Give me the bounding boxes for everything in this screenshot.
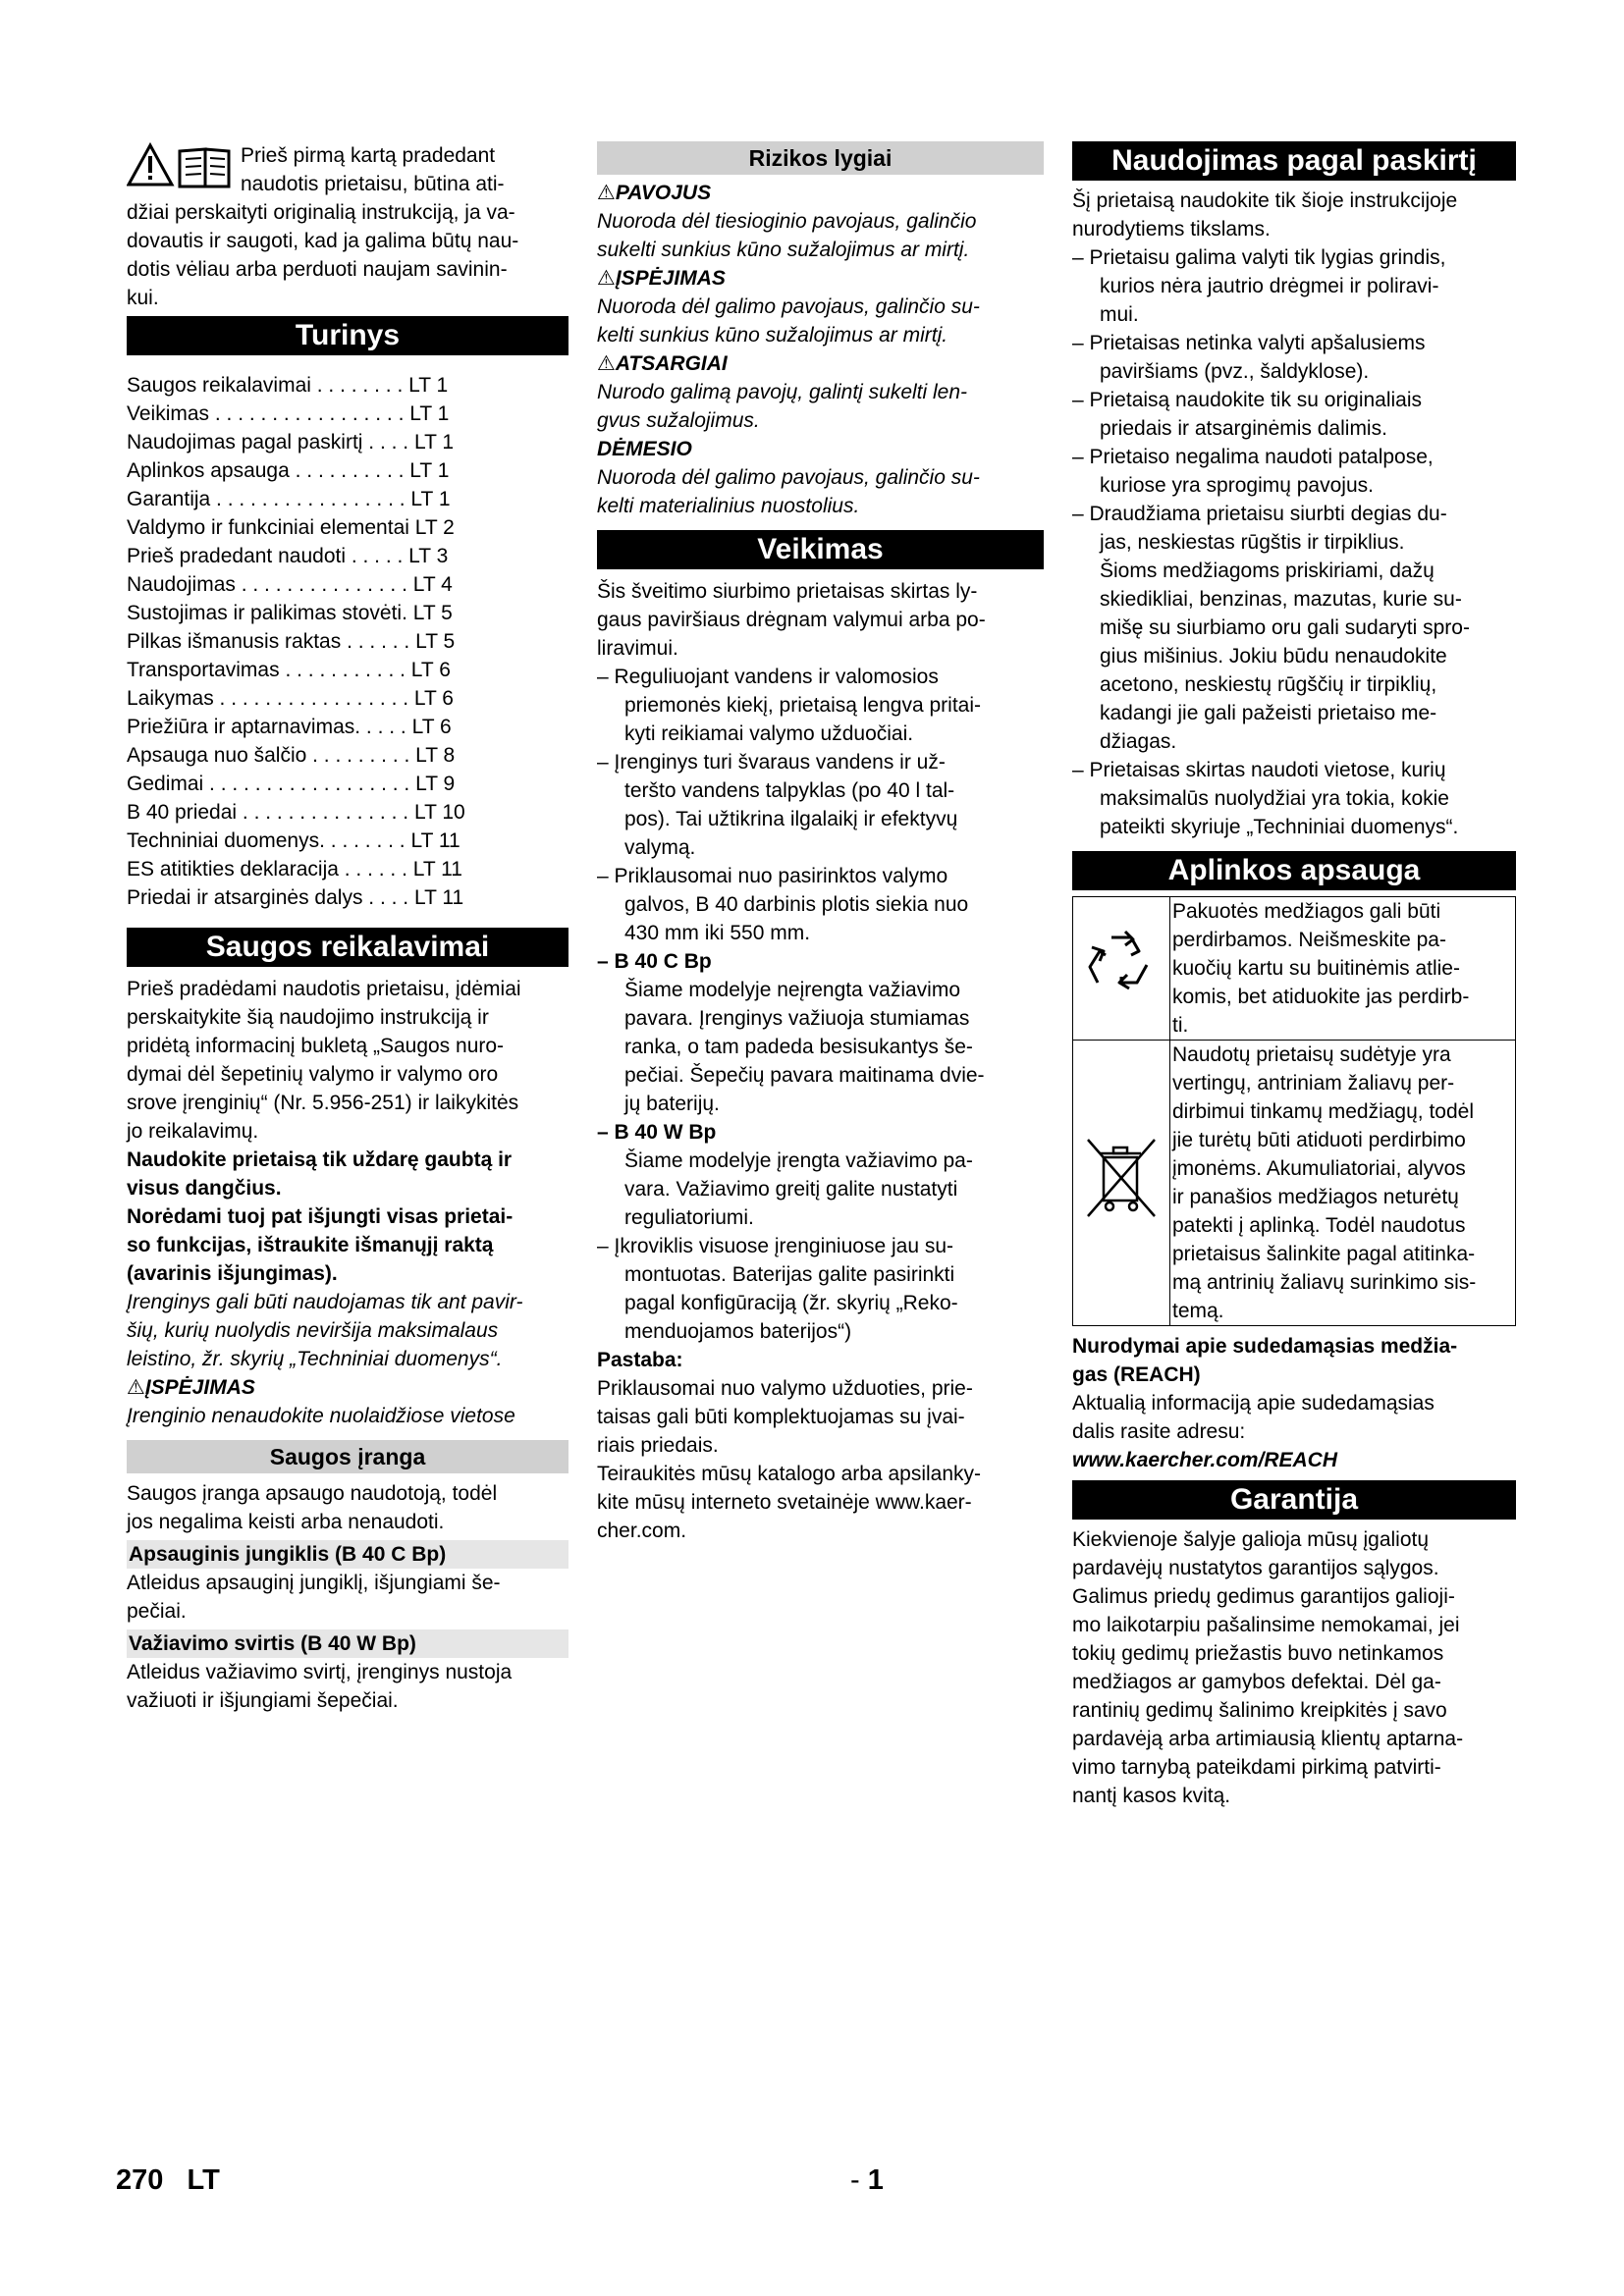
warning-triangle-icon: ⚠ (597, 182, 616, 204)
risk-level-label: DĖMESIO (597, 438, 692, 460)
column-right (1072, 141, 1516, 1810)
bullet-line: – Reguliuojant vandens ir valomosios (597, 666, 939, 688)
env-line: Naudotų prietaisų sudėtyje yra (1172, 1043, 1451, 1066)
safety-switch-heading: Apsauginis jungiklis (B 40 C Bp) (127, 1540, 568, 1569)
risk-line: Nuoroda dėl galimo pavojaus, galinčio su- (597, 295, 980, 318)
bullet-line: skiedikliai, benzinas, mazutas, kurie su- (1100, 588, 1462, 611)
risk-line: kelti materialinius nuostolius. (597, 495, 860, 517)
note-line: Priklausomai nuo valymo užduoties, prie- (597, 1377, 973, 1400)
risk-line: gvus sužalojimus. (597, 409, 760, 432)
intended-use-line: nurodytiems tikslams. (1072, 218, 1271, 240)
env-line: įmonėms. Akumuliatoriai, alyvos (1172, 1157, 1466, 1180)
toc-item[interactable]: Aplinkos apsauga . . . . . . . . . . LT 1 (127, 459, 450, 482)
function-bullet (597, 748, 1044, 862)
warranty-heading: Garantija (1072, 1480, 1516, 1520)
intended-use-heading: Naudojimas pagal paskirtį (1072, 141, 1516, 181)
env-line: jie turėtų būti atiduoti perdirbimo (1172, 1129, 1466, 1151)
risk-line: Nuoroda dėl galimo pavojaus, galinčio su- (597, 466, 980, 489)
bullet-line: – Prietaisas skirtas naudoti vietose, kurių (1072, 759, 1446, 781)
risk-level-label (597, 264, 1044, 293)
warranty-line: nantį kasos kvitą. (1072, 1785, 1231, 1807)
safety-switch-line: Atleidus apsauginį jungiklį, išjungiami še- (127, 1572, 501, 1594)
safety-line: Prieš pradėdami naudotis prietaisu, įdėmiai (127, 978, 521, 1000)
intended-use-line: Šį prietaisą naudokite tik šioje instrukcijoje (1072, 189, 1458, 212)
warranty-line: medžiagos ar gamybos defektai. Dėl ga- (1072, 1671, 1441, 1693)
toc-item[interactable]: Sustojimas ir palikimas stovėti. LT 5 (127, 602, 453, 624)
env-line: temą. (1172, 1300, 1224, 1322)
safety-text (127, 975, 568, 1430)
env-line: vertingų, antriniam žaliavų per- (1172, 1072, 1455, 1095)
intro-line: kui. (127, 287, 159, 309)
bullet-line: kyti reikiamai valymo užduočiai. (624, 722, 914, 745)
toc-item[interactable]: Saugos reikalavimai . . . . . . . . LT 1 (127, 374, 449, 397)
warranty-line: tokių gedimų priežastis buvo netinkamos (1072, 1642, 1444, 1665)
function-bullet (597, 862, 1044, 947)
warning-triangle-icon: ⚠ (597, 267, 616, 290)
page-label: 270 LT (116, 2164, 220, 2196)
drive-lever-line: Atleidus važiavimo svirtį, įrenginys nustoja (127, 1661, 513, 1683)
toc-item[interactable]: Veikimas . . . . . . . . . . . . . . . . . LT 1 (127, 402, 450, 425)
toc-item[interactable]: Naudojimas . . . . . . . . . . . . . . . LT 4 (127, 573, 453, 596)
risk-levels-heading: Rizikos lygiai (597, 141, 1044, 175)
warning-manual-icon (127, 141, 233, 190)
env-line: mą antrinių žaliavų surinkimo sis- (1172, 1271, 1477, 1294)
env-line: patekti į aplinką. Todėl naudotus (1172, 1214, 1466, 1237)
intro-block (127, 141, 568, 312)
intended-use-bullet (1072, 756, 1516, 841)
safety-line: srove įrenginių“ (Nr. 5.956-251) ir laikykitės (127, 1092, 519, 1114)
bullet-line: montuotas. Baterijas galite pasirinkti (624, 1263, 955, 1286)
table-row (1073, 897, 1516, 1041)
bullet-line: priemonės kiekį, prietaisą lengva pritai- (624, 694, 981, 717)
env-line: dirbimui tinkamų medžiagų, todėl (1172, 1100, 1474, 1123)
bullet-line: – Draudžiama prietaisu siurbti degias du- (1072, 503, 1447, 525)
safety-equipment-heading: Saugos įranga (127, 1440, 568, 1473)
model-line: Šiame modelyje neįrengta važiavimo (624, 979, 960, 1001)
bullet-line: mui. (1100, 303, 1139, 326)
intended-use-bullet (1072, 243, 1516, 329)
table-of-contents (127, 371, 568, 912)
bullet-line: jas, neskiestas rūgštis ir tirpiklius. (1100, 531, 1405, 554)
risk-level-label (597, 349, 1044, 378)
drive-lever-line: važiuoti ir išjungiami šepečiai. (127, 1689, 399, 1712)
safety-line: dymai dėl šepetinių valymo ir valymo oro (127, 1063, 499, 1086)
model-line: pavara. Įrenginys važiuoja stumiamas (624, 1007, 970, 1030)
model-heading: – B 40 W Bp (597, 1121, 717, 1144)
toc-item[interactable]: Apsauga nuo šalčio . . . . . . . . . LT 8 (127, 744, 456, 767)
note-line: riais priedais. (597, 1434, 719, 1457)
recycle-icon (1073, 897, 1170, 1041)
safety-switch-line: pečiai. (127, 1600, 187, 1623)
reach-heading: gas (REACH) (1072, 1363, 1201, 1386)
reach-heading: Nurodymai apie sudedamąsias medžia- (1072, 1335, 1458, 1358)
risk-level-label (597, 179, 1044, 207)
safety-bold-line: visus dangčius. (127, 1177, 282, 1200)
page-dash: - (850, 2164, 868, 2196)
column-middle (597, 141, 1044, 1545)
bullet-line: kuriose yra sprogimų pavojus. (1100, 474, 1374, 497)
function-bullet (597, 663, 1044, 748)
warranty-line: Kiekvienoje šalyje galioja mūsų įgaliotų (1072, 1528, 1430, 1551)
warning-label-text: ĮSPĖJIMAS (144, 1376, 255, 1399)
warranty-line: Galimus priedų gedimus garantijos galioji- (1072, 1585, 1455, 1608)
bullet-line: maksimalūs nuolydžiai yra tokia, kokie (1100, 787, 1449, 810)
page-number (850, 2164, 884, 2197)
bullet-line: – Prietaisu galima valyti tik lygias grindis, (1072, 246, 1446, 269)
bullet-line: – Prietaisas netinka valyti apšalusiems (1072, 332, 1426, 354)
page-num: 1 (867, 2164, 884, 2196)
bullet-line: galvos, B 40 darbinis plotis siekia nuo (624, 893, 969, 916)
disposal-text (1170, 1041, 1516, 1326)
toc-item[interactable]: ES atitikties deklaracija . . . . . . LT 11 (127, 858, 462, 881)
intended-use-bullet (1072, 386, 1516, 443)
toc-item[interactable]: Prieš pradedant naudoti . . . . . LT 3 (127, 545, 449, 567)
toc-item[interactable]: B 40 priedai . . . . . . . . . . . . . . . LT 10 (127, 801, 465, 824)
environment-table (1072, 896, 1516, 1326)
function-line: Šis šveitimo siurbimo prietaisas skirtas ly- (597, 580, 978, 603)
safety-line: pridėtą informacinį bukletą „Saugos nuro- (127, 1035, 505, 1057)
bullet-line: paviršiams (pvz., šaldyklose). (1100, 360, 1370, 383)
bullet-line: menduojamos baterijos“) (624, 1320, 852, 1343)
reach-line: Aktualią informaciją apie sudedamąsias (1072, 1392, 1435, 1415)
toc-heading: Turinys (127, 316, 568, 355)
bullet-line: valymą. (624, 836, 696, 859)
recycle-text (1170, 897, 1516, 1041)
safety-italic-line: leistino, žr. skyrių „Techniniai duomenys“. (127, 1348, 503, 1370)
risk-label-text: ĮSPĖJIMAS (615, 267, 726, 290)
bullet-line: teršto vandens talpyklas (po 40 l tal- (624, 779, 955, 802)
toc-item[interactable]: Priežiūra ir aptarnavimas. . . . . LT 6 (127, 716, 452, 738)
intro-line: dovautis ir saugoti, kad ja galima būtų nau- (127, 230, 519, 252)
safety-heading: Saugos reikalavimai (127, 928, 568, 967)
note-heading: Pastaba: (597, 1349, 683, 1371)
env-line: ir panašios medžiagos neturėtų (1172, 1186, 1459, 1208)
bullet-line: 430 mm iki 550 mm. (624, 922, 811, 944)
risk-line: kelti sunkius kūno sužalojimus ar mirtį. (597, 324, 948, 347)
risk-label-text: ATSARGIAI (615, 352, 728, 375)
warranty-line: vimo tarnybą pateikdami pirkimą patvirti- (1072, 1756, 1441, 1779)
env-line: Pakuotės medžiagos gali būti (1172, 900, 1441, 923)
intended-use-bullet (1072, 443, 1516, 500)
drive-lever-heading: Važiavimo svirtis (B 40 W Bp) (127, 1629, 568, 1658)
env-line: ti. (1172, 1014, 1189, 1037)
warning-triangle-icon: ⚠ (597, 352, 616, 375)
bullet-line: pagal konfigūraciją (žr. skyrių „Reko- (624, 1292, 958, 1314)
safety-bold-line: (avarinis išjungimas). (127, 1262, 338, 1285)
risk-line: Nurodo galimą pavojų, galintį sukelti len- (597, 381, 968, 403)
safety-warning-text: Įrenginio nenaudokite nuolaidžiose vietose (127, 1405, 515, 1427)
toc-item[interactable]: Transportavimas . . . . . . . . . . . LT 6 (127, 659, 451, 681)
table-row (1073, 1041, 1516, 1326)
toc-item[interactable]: Laikymas . . . . . . . . . . . . . . . . . LT 6 (127, 687, 454, 710)
bullet-line: kadangi jie gali pažeisti prietaiso me- (1100, 702, 1437, 724)
warranty-line: pardavėją arba artimiausią klientų aptarna- (1072, 1728, 1464, 1750)
outro-line: Teiraukitės mūsų katalogo arba apsilanky- (597, 1463, 982, 1485)
intro-line: dotis vėliau arba perduoti naujam savinin- (127, 258, 508, 281)
warranty-line: pardavėjų nustatytos garantijos sąlygos. (1072, 1557, 1439, 1579)
safety-italic-line: Įrenginys gali būti naudojamas tik ant pavir- (127, 1291, 523, 1313)
warranty-line: rantinių gedimų šalinimo kreipkitės į savo (1072, 1699, 1447, 1722)
outro-line: kite mūsų interneto svetainėje www.kaer- (597, 1491, 972, 1514)
bullet-line: – Įkroviklis visuose įrenginiuose jau su- (597, 1235, 953, 1257)
risk-line: sukelti sunkius kūno sužalojimus ar mirtį. (597, 239, 970, 261)
intro-line: naudotis prietaisu, būtina ati- (241, 173, 505, 195)
bullet-line: Šioms medžiagoms priskiriami, dažų (1100, 560, 1435, 582)
bullet-line: pos). Tai užtikrina ilgalaikį ir efektyvų (624, 808, 958, 830)
bullet-line: – Įrenginys turi švaraus vandens ir už- (597, 751, 946, 774)
model-line: vara. Važiavimo greitį galite nustatyti (624, 1178, 958, 1201)
reach-line: dalis rasite adresu: (1072, 1420, 1246, 1443)
bullet-line: – Prietaisą naudokite tik su originaliais (1072, 389, 1423, 411)
safety-line: jo reikalavimų. (127, 1120, 259, 1143)
safety-equipment-line: jos negalima keisti arba nenaudoti. (127, 1511, 445, 1533)
toc-item[interactable]: Valdymo ir funkciniai elementai LT 2 (127, 516, 455, 539)
intro-line: džiai perskaityti originalią instrukciją, ja va- (127, 201, 515, 224)
safety-warning-label (127, 1373, 568, 1402)
safety-bold-line: Naudokite prietaisą tik uždarę gaubtą ir (127, 1148, 513, 1171)
reach-link[interactable]: www.kaercher.com/REACH (1072, 1449, 1337, 1471)
intro-line: Prieš pirmą kartą pradedant (241, 144, 496, 167)
toc-item[interactable]: Pilkas išmanusis raktas . . . . . . LT 5 (127, 630, 456, 653)
env-line: komis, bet atiduokite jas perdirb- (1172, 986, 1470, 1008)
toc-item[interactable]: Gedimai . . . . . . . . . . . . . . . . . . LT 9 (127, 773, 456, 795)
bullet-line: gius mišinius. Jokiu būdu nenaudokite (1100, 645, 1447, 667)
safety-bold-line: Norėdami tuoj pat išjungti visas prietai- (127, 1205, 514, 1228)
bullet-line: – Prietaiso negalima naudoti patalpose, (1072, 446, 1434, 468)
warning-triangle-icon: ⚠ (127, 1376, 145, 1399)
env-line: kuočių kartu su buitinėmis atlie- (1172, 957, 1460, 980)
model-line: Šiame modelyje įrengta važiavimo pa- (624, 1149, 973, 1172)
function-line: gaus paviršiaus drėgnam valymui arba po- (597, 609, 986, 631)
toc-item[interactable]: Naudojimas pagal paskirtį . . . . LT 1 (127, 431, 455, 454)
model-line: pečiai. Šepečių pavara maitinama dvie- (624, 1064, 985, 1087)
env-line: prietaisus šalinkite pagal atitinka- (1172, 1243, 1476, 1265)
toc-item[interactable]: Techniniai duomenys. . . . . . . . LT 11 (127, 829, 460, 852)
risk-label-text: PAVOJUS (615, 182, 712, 204)
function-line: liravimui. (597, 637, 678, 660)
safety-line: perskaitykite šią naudojimo instrukciją ir (127, 1006, 489, 1029)
bullet-line: džiagas. (1100, 730, 1177, 753)
toc-item[interactable]: Garantija . . . . . . . . . . . . . . . . . LT 1 (127, 488, 451, 510)
model-line: ranka, o tam padeda besisukantys še- (624, 1036, 973, 1058)
intended-use-bullet (1072, 500, 1516, 756)
toc-item[interactable]: Priedai ir atsarginės dalys . . . . LT 11 (127, 886, 464, 909)
bullet-line: acetono, neskiestų rūgščių ir tirpiklių, (1100, 673, 1437, 696)
note-line: taisas gali būti komplektuojamas su įvai- (597, 1406, 965, 1428)
safety-equipment-line: Saugos įranga apsaugo naudotoją, todėl (127, 1482, 498, 1505)
intended-use-bullet (1072, 329, 1516, 386)
env-line: perdirbamos. Neišmeskite pa- (1172, 929, 1446, 951)
model-line: jų baterijų. (624, 1093, 720, 1115)
bullet-line: mišę su siurbiamo oru gali sudaryti spro- (1100, 616, 1470, 639)
safety-italic-line: šių, kurių nuolydis neviršija maksimalaus (127, 1319, 499, 1342)
column-left (127, 141, 568, 1715)
safety-bold-line: so funkcijas, ištraukite išmanųjį raktą (127, 1234, 494, 1256)
function-heading: Veikimas (597, 530, 1044, 569)
model-heading: – B 40 C Bp (597, 950, 712, 973)
outro-line: cher.com. (597, 1520, 687, 1542)
bullet-line: pateikti skyriuje „Techniniai duomenys“. (1100, 816, 1459, 838)
model-line: reguliatoriumi. (624, 1206, 754, 1229)
bullet-line: – Priklausomai nuo pasirinktos valymo (597, 865, 948, 887)
risk-line: Nuoroda dėl tiesioginio pavojaus, galinčio (597, 210, 977, 233)
warranty-line: mo laikotarpiu pašalinsime nemokamai, jei (1072, 1614, 1460, 1636)
bullet-line: kurios nėra jautrio drėgmei ir poliravi- (1100, 275, 1439, 297)
crossed-bin-icon (1073, 1041, 1170, 1326)
environment-heading: Aplinkos apsauga (1072, 851, 1516, 890)
bullet-line: priedais ir atsarginėmis dalimis. (1100, 417, 1387, 440)
